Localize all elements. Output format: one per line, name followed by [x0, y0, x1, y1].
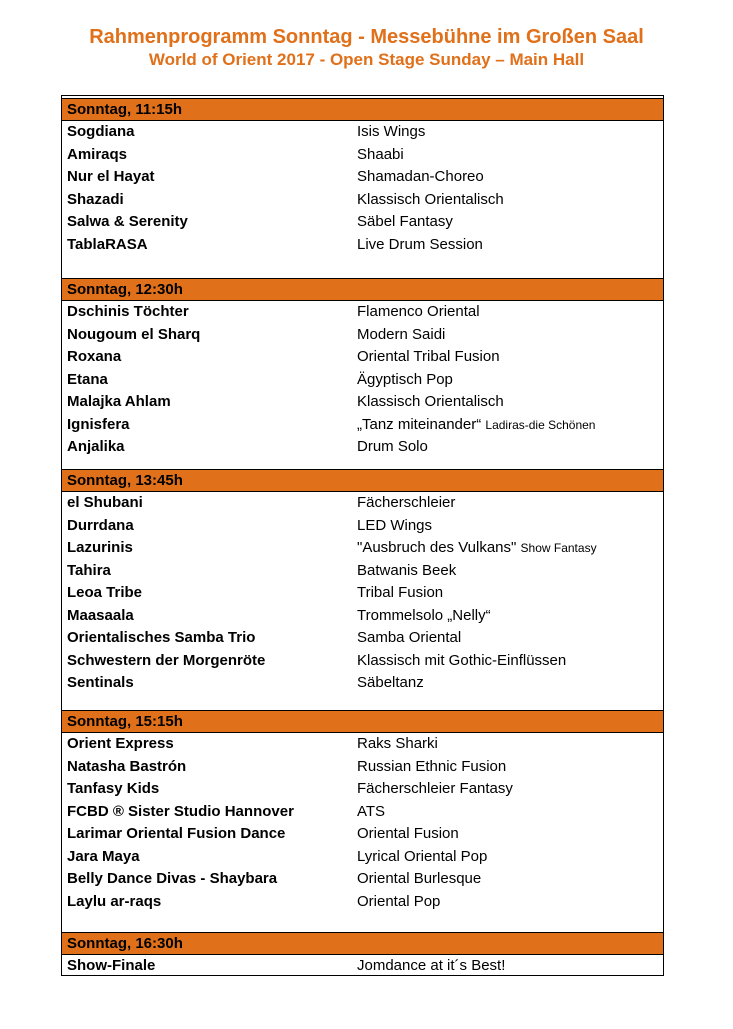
- performance-title-text: Raks Sharki: [357, 735, 438, 752]
- schedule-section: [62, 932, 663, 978]
- performer-name: Lazurinis: [67, 539, 133, 556]
- performance-title: [357, 582, 443, 605]
- schedule-section: [62, 98, 663, 256]
- table-row: [62, 391, 663, 414]
- performance-title: [357, 436, 428, 459]
- performance-title-text: Ägyptisch Pop: [357, 370, 453, 388]
- performer-name: Tanfasy Kids: [67, 780, 160, 797]
- table-row: [62, 121, 663, 144]
- performance-title: [357, 778, 513, 801]
- performance-title-text: Fächerschleier Fantasy: [357, 780, 513, 797]
- performer-name: Schwestern der Morgenröte: [67, 651, 266, 669]
- performer-name: Nur el Hayat: [67, 168, 155, 185]
- section-time-header: Sonntag, 16:30h: [62, 932, 663, 955]
- performer-name: Belly Dance Divas - Shaybara: [67, 870, 278, 887]
- performance-title-text: Tribal Fusion: [357, 584, 444, 601]
- performer-name: TablaRASA: [67, 235, 148, 253]
- performance-title: [357, 346, 500, 369]
- performer-name: Roxana: [67, 348, 122, 365]
- performer-name: Orient Express: [67, 735, 174, 752]
- performance-title-text: Oriental Tribal Fusion: [357, 348, 500, 365]
- performance-title-text: ATS: [357, 802, 386, 820]
- table-row: [62, 537, 663, 560]
- performance-title: [357, 823, 459, 846]
- performer-name: Amiraqs: [67, 145, 128, 163]
- table-row: [62, 868, 663, 891]
- performance-title: [357, 189, 504, 212]
- table-row: [62, 436, 663, 459]
- table-row: [62, 891, 663, 914]
- performer-name: Sogdiana: [67, 123, 135, 140]
- performance-title-text: Säbel Fantasy: [357, 213, 453, 230]
- performer-name: Laylu ar-raqs: [67, 892, 162, 910]
- table-row: [62, 627, 663, 650]
- performance-title: [357, 492, 455, 515]
- performance-title: [357, 369, 453, 392]
- performance-title: [357, 324, 445, 347]
- performance-title: [357, 301, 480, 324]
- performer-name: Anjalika: [67, 438, 125, 455]
- table-row: [62, 733, 663, 756]
- table-row: [62, 301, 663, 324]
- table-row: [62, 211, 663, 234]
- performer-name: Shazadi: [67, 190, 124, 208]
- performance-title-text: Batwanis Beek: [357, 561, 457, 579]
- performance-title-text: „Tanz miteinander“: [357, 415, 482, 433]
- performance-title-text: Trommelsolo „Nelly“: [357, 606, 491, 624]
- performance-title-text: Shamadan-Choreo: [357, 168, 484, 185]
- section-time-header: Sonntag, 13:45h: [62, 469, 663, 492]
- performance-title-text: Samba Oriental: [357, 629, 462, 646]
- performer-name: Orientalisches Samba Trio: [67, 629, 256, 646]
- table-row: [62, 605, 663, 628]
- performance-title-text: Live Drum Session: [357, 235, 483, 253]
- performance-title-text: Klassisch Orientalisch: [357, 190, 504, 208]
- page-subtitle: World of Orient 2017 - Open Stage Sunday – Main Hall: [148, 50, 585, 69]
- performance-title: [357, 391, 504, 414]
- table-row: [62, 801, 663, 824]
- section-time-header: Sonntag, 11:15h: [62, 98, 663, 121]
- table-row: [62, 346, 663, 369]
- performer-name: Dschinis Töchter: [67, 303, 189, 320]
- performance-title: [357, 891, 440, 914]
- performance-title-text: Säbeltanz: [357, 674, 424, 691]
- performance-title: [357, 672, 424, 695]
- performance-title: [357, 211, 453, 234]
- performer-name: Leoa Tribe: [67, 584, 143, 601]
- performance-title-text: Klassisch mit Gothic-Einflüssen: [357, 651, 567, 669]
- schedule-section: [62, 469, 663, 695]
- performer-name: Tahira: [67, 561, 111, 579]
- table-row: [62, 189, 663, 212]
- performer-name: el Shubani: [67, 494, 143, 511]
- performance-title-text: "Ausbruch des Vulkans": [357, 539, 517, 556]
- performance-title: [357, 868, 481, 891]
- performance-note: Show Fantasy: [520, 541, 597, 555]
- performance-title-text: Oriental Pop: [357, 892, 441, 910]
- performer-name: Malajka Ahlam: [67, 393, 171, 410]
- performer-name: FCBD ® Sister Studio Hannover: [67, 802, 294, 820]
- performance-title: [357, 846, 487, 869]
- performance-title-text: Isis Wings: [357, 123, 426, 140]
- table-row: [62, 414, 663, 437]
- section-time-header: Sonntag, 12:30h: [62, 278, 663, 301]
- performance-title: [357, 605, 491, 628]
- performer-name: Salwa & Serenity: [67, 213, 188, 230]
- table-row: [62, 756, 663, 779]
- performance-title: [357, 537, 597, 560]
- table-row: [62, 582, 663, 605]
- performance-title-text: LED Wings: [357, 516, 433, 534]
- performer-name: Nougoum el Sharq: [67, 325, 201, 343]
- performance-title: [357, 650, 566, 673]
- performance-title-text: Oriental Burlesque: [357, 870, 482, 887]
- performer-name: Durrdana: [67, 516, 134, 534]
- performance-title: [357, 121, 425, 144]
- performer-name: Maasaala: [67, 606, 134, 624]
- performance-title-text: Shaabi: [357, 145, 404, 163]
- performance-title-text: Flamenco Oriental: [357, 303, 480, 320]
- performance-title: [357, 234, 483, 257]
- schedule-section: [62, 710, 663, 913]
- performance-title-text: Drum Solo: [357, 438, 428, 455]
- performance-title-text: Jomdance at it´s Best!: [357, 957, 506, 974]
- performance-title: [357, 414, 595, 437]
- performance-title: [357, 166, 484, 189]
- performer-name: Show-Finale: [67, 957, 156, 974]
- performance-title-text: Russian Ethnic Fusion: [357, 757, 507, 775]
- performer-name: Sentinals: [67, 674, 134, 691]
- performance-title-text: Fächerschleier: [357, 494, 456, 511]
- table-row: [62, 955, 663, 978]
- performer-name: Jara Maya: [67, 847, 140, 865]
- performance-title: [357, 515, 432, 538]
- section-time-header: Sonntag, 15:15h: [62, 710, 663, 733]
- performance-title: [357, 560, 456, 583]
- page-title: Rahmenprogramm Sonntag - Messebühne im Großen Saal: [89, 26, 644, 48]
- performance-title-text: Oriental Fusion: [357, 825, 459, 842]
- performance-title: [357, 733, 438, 756]
- table-row: [62, 144, 663, 167]
- performance-title-text: Klassisch Orientalisch: [357, 393, 504, 410]
- performance-title: [357, 756, 506, 779]
- performer-name: Larimar Oriental Fusion Dance: [67, 825, 286, 842]
- performer-name: Etana: [67, 370, 108, 388]
- table-row: [62, 515, 663, 538]
- performer-name: Natasha Bastrón: [67, 757, 187, 775]
- performance-title-text: Lyrical Oriental Pop: [357, 847, 488, 865]
- table-row: [62, 492, 663, 515]
- table-row: [62, 324, 663, 347]
- table-row: [62, 650, 663, 673]
- schedule-table: [61, 95, 664, 976]
- table-row: [62, 234, 663, 257]
- table-row: [62, 846, 663, 869]
- performance-title-text: Modern Saidi: [357, 325, 446, 343]
- performance-title: [357, 955, 505, 978]
- performance-title: [357, 627, 461, 650]
- performance-title: [357, 144, 404, 167]
- performance-title: [357, 801, 385, 824]
- performance-note: Ladiras-die Schönen: [485, 417, 596, 432]
- table-row: [62, 672, 663, 695]
- table-row: [62, 166, 663, 189]
- performer-name: Ignisfera: [67, 415, 130, 433]
- table-row: [62, 823, 663, 846]
- table-row: [62, 778, 663, 801]
- table-row: [62, 369, 663, 392]
- table-row: [62, 560, 663, 583]
- schedule-section: [62, 278, 663, 459]
